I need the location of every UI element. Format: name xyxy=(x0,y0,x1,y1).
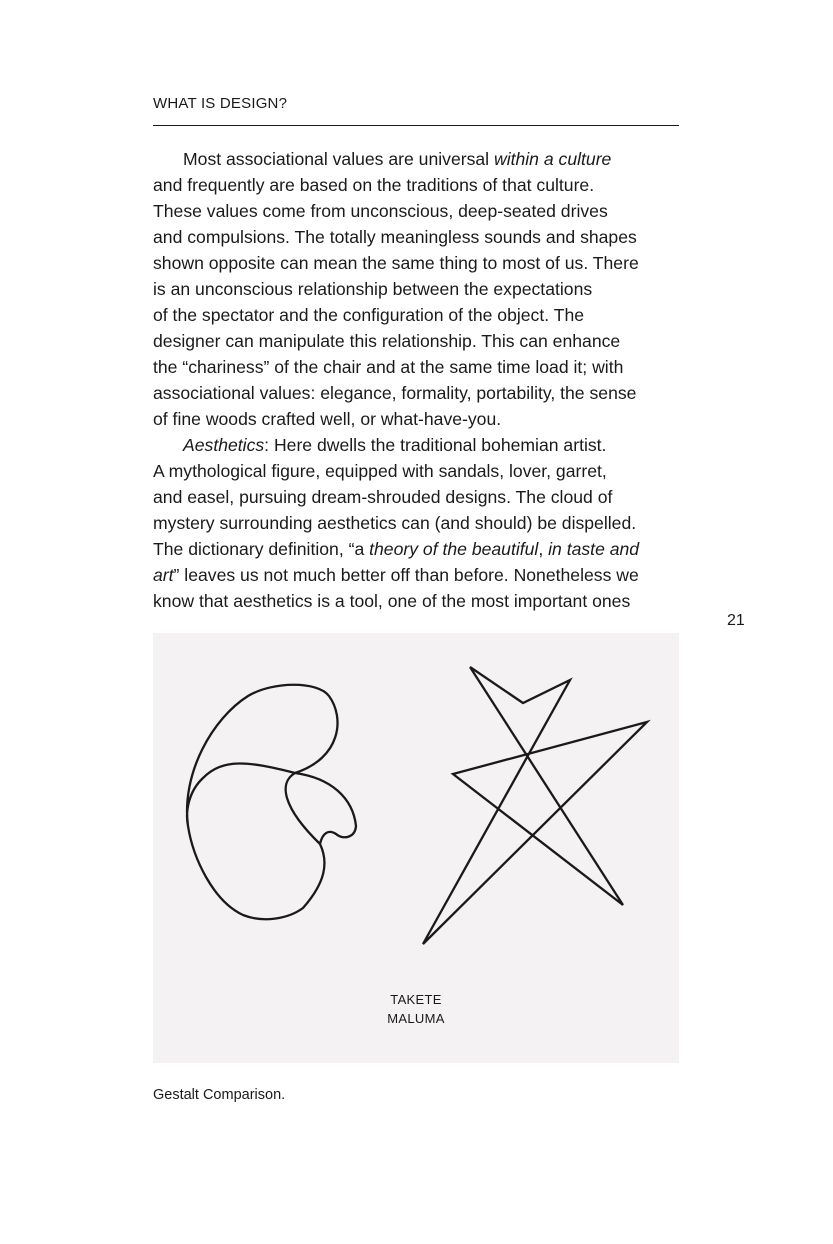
body-line xyxy=(153,354,679,380)
body-line xyxy=(153,250,679,276)
figure-box xyxy=(153,633,679,1063)
text-run: : Here dwells the traditional bohemian artist. xyxy=(264,435,607,455)
text-run: mystery surrounding aesthetics can (and should) be dispelled. xyxy=(153,513,637,533)
italic-text: Aesthetics xyxy=(183,435,265,455)
italic-text: theory of the beautiful xyxy=(369,539,539,559)
text-run: ” leaves us not much better off than before. Nonetheless we xyxy=(173,565,639,585)
text-run: A mythological figure, equipped with sandals, lover, garret, xyxy=(153,461,607,481)
body-line xyxy=(153,224,679,250)
text-run: Most associational values are universal xyxy=(183,149,494,169)
text-run: , xyxy=(538,539,549,559)
body-line xyxy=(153,484,679,510)
body-line xyxy=(153,510,679,536)
page-number: 21 xyxy=(727,612,745,629)
body-line xyxy=(153,458,679,484)
text-run: shown opposite can mean the same thing to most of us. There xyxy=(153,253,639,273)
text-run: the “chariness” of the chair and at the same time load it; with xyxy=(153,357,624,377)
body-line xyxy=(153,406,679,432)
figure-label-maluma: MALUMA xyxy=(387,1011,445,1026)
body-line xyxy=(153,536,679,562)
body-line xyxy=(153,328,679,354)
text-run: and easel, pursuing dream-shrouded designs. The cloud of xyxy=(153,487,613,507)
text-run: know that aesthetics is a tool, one of the most important ones xyxy=(153,591,631,611)
italic-text: within a culture xyxy=(493,149,612,169)
text-run: These values come from unconscious, deep-seated drives xyxy=(153,201,608,221)
text-run: of fine woods crafted well, or what-have-you. xyxy=(153,409,502,429)
body-line xyxy=(153,380,679,406)
maluma-shape xyxy=(187,685,356,919)
header-rule xyxy=(153,125,679,126)
takete-shape xyxy=(423,667,647,944)
figure-caption: Gestalt Comparison. xyxy=(153,1087,286,1103)
running-head: WHAT IS DESIGN? xyxy=(153,95,288,112)
text-run: associational values: elegance, formality, portability, the sense xyxy=(153,383,637,403)
text-run: The dictionary definition, “a xyxy=(153,539,370,559)
text-run: designer can manipulate this relationship. This can enhance xyxy=(153,331,621,351)
italic-text: art xyxy=(153,565,174,585)
italic-text: in taste and xyxy=(548,539,640,559)
text-run: of the spectator and the configuration of the object. The xyxy=(153,305,585,325)
text-run: and frequently are based on the traditions of that culture. xyxy=(153,175,595,195)
body-text xyxy=(153,146,679,614)
body-line xyxy=(153,198,679,224)
body-line xyxy=(153,562,679,588)
body-line xyxy=(153,302,679,328)
figure-label-takete: TAKETE xyxy=(390,992,442,1007)
body-line xyxy=(153,172,679,198)
text-run: is an unconscious relationship between the expectations xyxy=(153,279,593,299)
body-line xyxy=(153,276,679,302)
body-line xyxy=(153,432,679,458)
body-line xyxy=(153,588,679,614)
body-line xyxy=(153,146,679,172)
text-run: and compulsions. The totally meaningless sounds and shapes xyxy=(153,227,637,247)
